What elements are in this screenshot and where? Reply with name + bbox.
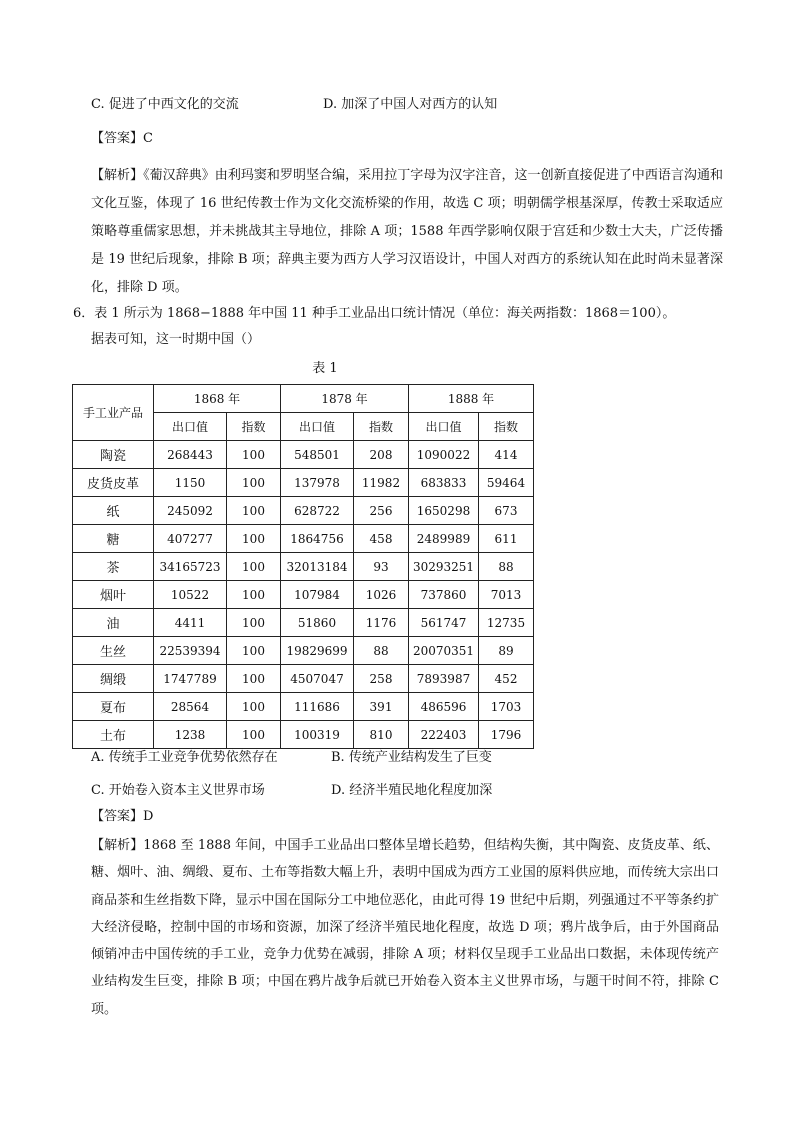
index-cell: 208 (354, 441, 409, 469)
q6-stem-line2: 据表可知，这一时期中国（） (91, 332, 261, 347)
year-header: 1868 年 (154, 385, 281, 413)
export-value-cell: 4507047 (281, 665, 354, 693)
index-cell: 59464 (479, 469, 534, 497)
q6-answer: 【答案】D (91, 809, 154, 824)
product-name-cell: 烟叶 (73, 581, 154, 609)
index-cell: 256 (354, 497, 409, 525)
q6-option-d: D. 经济半殖民地化程度加深 (331, 783, 493, 798)
export-value-cell: 107984 (281, 581, 354, 609)
column-header: 指数 (354, 413, 409, 441)
index-cell: 100 (227, 497, 281, 525)
export-value-cell: 111686 (281, 693, 354, 721)
index-cell: 89 (479, 637, 534, 665)
export-value-cell: 30293251 (409, 553, 479, 581)
export-value-cell: 407277 (154, 525, 227, 553)
q5-answer: 【答案】C (91, 131, 153, 146)
table-row (73, 525, 534, 553)
q5-option-c: C. 促进了中西文化的交流 (91, 97, 239, 112)
table-caption: 表 1 (312, 361, 338, 376)
export-value-cell: 51860 (281, 609, 354, 637)
table-row (73, 693, 534, 721)
export-value-cell: 561747 (409, 609, 479, 637)
column-header: 指数 (479, 413, 534, 441)
year-header: 1888 年 (409, 385, 534, 413)
export-value-cell: 1090022 (409, 441, 479, 469)
export-value-cell: 1150 (154, 469, 227, 497)
q6-option-c: C. 开始卷入资本主义世界市场 (91, 783, 265, 798)
q5-option-d: D. 加深了中国人对西方的认知 (323, 97, 498, 112)
export-value-cell: 22539394 (154, 637, 227, 665)
table-row (73, 637, 534, 665)
product-name-cell: 油 (73, 609, 154, 637)
product-name-cell: 茶 (73, 553, 154, 581)
index-cell: 258 (354, 665, 409, 693)
index-cell: 88 (354, 637, 409, 665)
export-value-cell: 137978 (281, 469, 354, 497)
index-cell: 93 (354, 553, 409, 581)
table-row (73, 721, 534, 749)
corner-header: 手工业产品 (73, 385, 154, 441)
export-value-cell: 486596 (409, 693, 479, 721)
index-cell: 391 (354, 693, 409, 721)
export-value-cell: 268443 (154, 441, 227, 469)
export-value-cell: 1238 (154, 721, 227, 749)
export-value-cell: 1747789 (154, 665, 227, 693)
table-row (73, 581, 534, 609)
export-value-cell: 1650298 (409, 497, 479, 525)
index-cell: 1026 (354, 581, 409, 609)
index-cell: 611 (479, 525, 534, 553)
index-cell: 88 (479, 553, 534, 581)
index-cell: 1176 (354, 609, 409, 637)
q6-analysis: 【解析】1868 至 1888 年间，中国手工业品出口整体呈增长趋势，但结构失衡，其中陶瓷、皮货皮革、纸、糖、烟叶、油、绸缎、夏布、土布等指数大幅上升，表明中国成为西方工业国的原料供应地，而传统大宗出口商品茶和生丝指数下降，显示中国在国际分工中地位恶化，由此可得 19 世纪中后期，列强通过不平等条约扩大经济侵略，控制中国的市场和资源，加深了经济半殖民地化程度，故选 D 项；鸦片战争后，由于外国商品倾销冲击中国传统的手工业，竞争力优势在减弱，排除 A 项；材料仅呈现手工业品出口数据，未体现传统产业结构发生巨变，排除 B 项；中国在鸦片战争后就已开始卷入资本主义世界市场，与题干时间不符，排除 C 项。 (91, 838, 719, 1017)
index-cell: 100 (227, 609, 281, 637)
year-header: 1878 年 (281, 385, 409, 413)
q6-option-a: A. 传统手工业竞争优势依然存在 (91, 750, 278, 765)
table-row (73, 441, 534, 469)
export-value-cell: 222403 (409, 721, 479, 749)
index-cell: 100 (227, 637, 281, 665)
index-cell: 1796 (479, 721, 534, 749)
column-header: 出口值 (154, 413, 227, 441)
product-name-cell: 皮货皮革 (73, 469, 154, 497)
index-cell: 100 (227, 581, 281, 609)
export-value-cell: 245092 (154, 497, 227, 525)
index-cell: 414 (479, 441, 534, 469)
index-cell: 100 (227, 441, 281, 469)
index-cell: 100 (227, 553, 281, 581)
product-name-cell: 生丝 (73, 637, 154, 665)
export-table (72, 384, 534, 749)
export-value-cell: 10522 (154, 581, 227, 609)
table-row (73, 469, 534, 497)
index-cell: 11982 (354, 469, 409, 497)
index-cell: 1703 (479, 693, 534, 721)
index-cell: 100 (227, 469, 281, 497)
export-value-cell: 1864756 (281, 525, 354, 553)
column-header: 出口值 (409, 413, 479, 441)
table-row (73, 497, 534, 525)
export-value-cell: 2489989 (409, 525, 479, 553)
export-value-cell: 737860 (409, 581, 479, 609)
table-row (73, 553, 534, 581)
index-cell: 100 (227, 665, 281, 693)
export-value-cell: 32013184 (281, 553, 354, 581)
export-value-cell: 7893987 (409, 665, 479, 693)
export-value-cell: 100319 (281, 721, 354, 749)
export-value-cell: 34165723 (154, 553, 227, 581)
q6-option-b: B. 传统产业结构发生了巨变 (331, 750, 492, 765)
table-row (73, 609, 534, 637)
product-name-cell: 土布 (73, 721, 154, 749)
q6-stem-line1: 6．表 1 所示为 1868−1888 年中国 11 种手工业品出口统计情况（单位：海关两指数：1868＝100）。 (73, 306, 676, 321)
index-cell: 7013 (479, 581, 534, 609)
index-cell: 12735 (479, 609, 534, 637)
table-year-row (73, 385, 534, 413)
product-name-cell: 陶瓷 (73, 441, 154, 469)
index-cell: 810 (354, 721, 409, 749)
index-cell: 100 (227, 525, 281, 553)
export-value-cell: 683833 (409, 469, 479, 497)
index-cell: 673 (479, 497, 534, 525)
table-row (73, 665, 534, 693)
product-name-cell: 纸 (73, 497, 154, 525)
export-value-cell: 4411 (154, 609, 227, 637)
export-value-cell: 628722 (281, 497, 354, 525)
export-value-cell: 20070351 (409, 637, 479, 665)
index-cell: 100 (227, 721, 281, 749)
column-header: 出口值 (281, 413, 354, 441)
export-value-cell: 548501 (281, 441, 354, 469)
export-value-cell: 19829699 (281, 637, 354, 665)
q5-analysis: 【解析】《葡汉辞典》由利玛窦和罗明坚合编，采用拉丁字母为汉字注音，这一创新直接促进了中西语言沟通和文化互鉴，体现了 16 世纪传教士作为文化交流桥梁的作用，故选 C 项；明朝儒学根基深厚，传教士采取适应策略尊重儒家思想，并未挑战其主导地位，排除 A 项；1588 年西学影响仅限于宫廷和少数士大夫，广泛传播是 19 世纪后现象，排除 B 项；辞典主要为西方人学习汉语设计，中国人对西方的系统认知在此时尚未显著深化，排除 D 项。 (91, 168, 723, 295)
index-cell: 458 (354, 525, 409, 553)
export-value-cell: 28564 (154, 693, 227, 721)
product-name-cell: 绸缎 (73, 665, 154, 693)
product-name-cell: 糖 (73, 525, 154, 553)
column-header: 指数 (227, 413, 281, 441)
product-name-cell: 夏布 (73, 693, 154, 721)
index-cell: 100 (227, 693, 281, 721)
index-cell: 452 (479, 665, 534, 693)
